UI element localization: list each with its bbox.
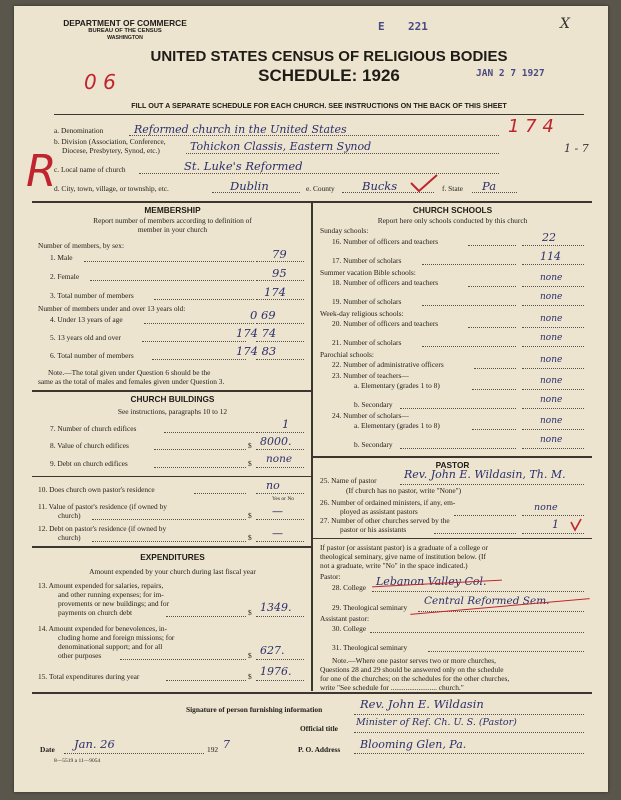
q18-value: none: [540, 273, 563, 283]
q5-label: 5. 13 years old and over: [50, 333, 122, 342]
q24b-label: b. Secondary: [354, 440, 393, 449]
q23-label: 23. Number of teachers—: [332, 371, 409, 380]
q11-label-1: 11. Value of pastor's residence (if owned by: [38, 502, 167, 511]
q19-value: none: [540, 292, 563, 302]
q23b-label: b. Secondary: [354, 400, 393, 409]
membership-note-1: Note.—The total given under Question 6 should be the: [48, 368, 211, 377]
q29-value: Central Reformed Sem.: [424, 595, 550, 607]
q15-label: 15. Total expenditures during year: [38, 672, 140, 681]
q13-line-2: and other running expenses; for im-: [58, 590, 164, 599]
expenditures-heading: EXPENDITURES: [140, 552, 205, 562]
instruction-line: FILL OUT A SEPARATE SCHEDULE FOR EACH CHURCH. SEE INSTRUCTIONS ON THE BACK OF THIS SHEET: [131, 101, 507, 110]
q9-label: 9. Debt on church edifices: [50, 459, 128, 468]
signature-value: Rev. John E. Wildasin: [360, 697, 484, 711]
q14-dollar: $: [248, 651, 252, 660]
q16-label: 16. Number of officers and teachers: [332, 237, 439, 246]
q13-dollar: $: [248, 608, 252, 617]
denomination-value: Reformed church in the United States: [134, 123, 347, 136]
pastor-note-2: Questions 28 and 29 should be answered only on the schedule: [320, 665, 504, 674]
q3-value: 174: [264, 285, 286, 299]
q2-label: 2. Female: [50, 272, 80, 281]
q16-value: 22: [542, 231, 556, 244]
q8-label: 8. Value of church edifices: [50, 441, 129, 450]
q5-value: 174 74: [236, 326, 277, 340]
q18-label: 18. Number of officers and teachers: [332, 278, 439, 287]
q15-value: 1976.: [260, 665, 292, 678]
po-address-value: Blooming Glen, Pa.: [360, 738, 467, 751]
buildings-sub: See instructions, paragraphs 10 to 12: [117, 407, 228, 416]
pastor-note-4: write "See schedule for ......................... church.": [320, 683, 464, 692]
q17-value: 114: [540, 250, 561, 263]
q13-line-1: 13. Amount expended for salaries, repairs,: [38, 581, 164, 590]
date-year-written: 7: [223, 738, 230, 751]
q24a-label: a. Elementary (grades 1 to 8): [354, 421, 440, 430]
q27-value: 1: [552, 518, 559, 531]
q13-line-4: payments on church debt: [58, 608, 133, 617]
division-value: Tohickon Classis, Eastern Synod: [190, 140, 372, 153]
q10-label: 10. Does church own pastor's residence: [38, 485, 155, 494]
q26-label-1: 26. Number of ordained ministers, if any, em-: [320, 498, 456, 507]
parochial-schools-label: Parochial schools:: [320, 350, 374, 359]
state-value: Pa: [482, 179, 497, 193]
city-label-field: d. City, town, village, or township, etc.: [54, 184, 169, 193]
q14-value: 627.: [260, 644, 285, 657]
q25-hint: (If church has no pastor, write "None"): [346, 486, 462, 495]
signature-label: Signature of person furnishing information: [186, 705, 323, 714]
pastor-note-3: for one of the churches; on the schedules for the other churches,: [320, 674, 510, 683]
q2-value: 95: [272, 266, 287, 280]
q24-label: 24. Number of scholars—: [332, 411, 409, 420]
q20-label: 20. Number of officers and teachers: [332, 319, 439, 328]
local-name-label: c. Local name of church: [54, 165, 126, 174]
q8-value: 8000.: [260, 435, 292, 448]
membership-sub-1: Report number of members according to definition of: [93, 216, 252, 225]
q11-label-2: church): [58, 511, 81, 520]
q14-line-1: 14. Amount expended for benevolences, in-: [38, 624, 168, 633]
sunday-schools-label: Sunday schools:: [320, 226, 369, 235]
form-schedule-title: SCHEDULE: 1926: [258, 66, 400, 85]
q17-label: 17. Number of scholars: [332, 256, 402, 265]
q4-label: 4. Under 13 years of age: [50, 315, 123, 324]
summer-schools-label: Summer vacation Bible schools:: [320, 268, 416, 277]
q13-line-3: provements or new buildings; and for: [58, 599, 170, 608]
local-name-value: St. Luke's Reformed: [184, 159, 303, 173]
assistant-pastor-subheading: Assistant pastor:: [320, 614, 370, 623]
division-code: 1 - 7: [564, 142, 589, 155]
q10-hint: Yes or No: [272, 496, 295, 502]
denomination-code: 1 7 4: [508, 116, 554, 137]
q25-label: 25. Name of pastor: [320, 476, 377, 485]
red-margin-mark: R: [26, 146, 57, 197]
college-note-1: If pastor (or assistant pastor) is a graduate of a college or: [320, 543, 489, 552]
q27-label-1: 27. Number of other churches served by the: [320, 516, 450, 525]
college-note-3: not a graduate, write "No" in the space indicated.): [320, 561, 468, 570]
q3-label: 3. Total number of members: [50, 291, 134, 300]
q20-value: none: [540, 314, 563, 324]
q8-dollar: $: [248, 441, 252, 450]
q31-label: 31. Theological seminary: [332, 643, 408, 652]
census-schedule-sheet: [14, 6, 608, 792]
city-label: WASHINGTON: [107, 35, 143, 41]
q27-label-2: pastor or his assistants: [340, 525, 407, 534]
q30-label: 30. College: [332, 624, 367, 633]
division-label-2: Diocese, Presbytery, Synod, etc.): [62, 146, 160, 155]
red-code-mark: 0 6: [84, 70, 116, 94]
q22-value: none: [540, 355, 563, 365]
pastor-note-1: Note.—Where one pastor serves two or more churches,: [332, 656, 496, 665]
denomination-label: a. Denomination: [54, 126, 104, 135]
q1-value: 79: [272, 247, 287, 261]
county-label: e. County: [306, 184, 335, 193]
q10-value: no: [266, 479, 280, 492]
q12-label-2: church): [58, 533, 81, 542]
expenditures-sub: Amount expended by your church during last fiscal year: [89, 567, 256, 576]
membership-note-2: same as the total of males and females given under Question 3.: [38, 377, 225, 386]
q21-label: 21. Number of scholars: [332, 338, 402, 347]
q26-label-2: ployed as assistant pastors: [340, 507, 418, 516]
membership-sub-2: member in your church: [137, 225, 208, 234]
official-title-label: Official title: [300, 724, 338, 733]
q15-dollar: $: [248, 672, 252, 681]
q7-value: 1: [282, 417, 290, 431]
under-over-label: Number of members under and over 13 years old:: [38, 304, 186, 313]
department-label: DEPARTMENT OF COMMERCE: [63, 18, 187, 28]
q23a-label: a. Elementary (grades 1 to 8): [354, 381, 440, 390]
q24a-value: none: [540, 416, 563, 426]
schools-heading: CHURCH SCHOOLS: [412, 205, 493, 215]
q23b-value: none: [540, 395, 563, 405]
q28-label: 28. College: [332, 583, 367, 592]
q9-dollar: $: [248, 459, 252, 468]
official-title-value: Minister of Ref. Ch. U. S. (Pastor): [356, 717, 517, 728]
date-year-printed: 192: [207, 745, 219, 754]
stamp-number: 221: [408, 20, 428, 33]
date-value: Jan. 26: [74, 737, 115, 751]
q19-label: 19. Number of scholars: [332, 297, 402, 306]
form-title: UNITED STATES CENSUS OF RELIGIOUS BODIES: [150, 48, 508, 65]
q14-line-2: cluding home and foreign missions; for: [58, 633, 175, 642]
q13-value: 1349.: [260, 601, 292, 614]
q24b-value: none: [540, 435, 563, 445]
q21-value: none: [540, 333, 563, 343]
q26-value: none: [534, 502, 558, 513]
bureau-label: BUREAU OF THE CENSUS: [88, 28, 162, 34]
q11-value: —: [272, 505, 283, 518]
po-address-label: P. O. Address: [298, 745, 341, 754]
q11-dollar: $: [248, 511, 252, 520]
q14-line-3: denominational support; and for all: [58, 642, 163, 651]
red-check-mark: [409, 174, 439, 194]
q6-label: 6. Total number of members: [50, 351, 134, 360]
buildings-heading: CHURCH BUILDINGS: [130, 394, 215, 404]
city-value: Dublin: [230, 179, 269, 193]
date-label: Date: [40, 745, 55, 754]
college-note-2: theological seminary, give name of institution below. (If: [320, 552, 486, 561]
q25-value: Rev. John E. Wildasin, Th. M.: [404, 468, 566, 481]
pastor-heading: PASTOR: [435, 460, 470, 470]
division-label-1: b. Division (Association, Conference,: [54, 137, 166, 146]
q28-value: Lebanon Valley Col.: [376, 575, 487, 588]
q23a-value: none: [540, 376, 563, 386]
weekday-schools-label: Week-day religious schools:: [320, 309, 404, 318]
q1-label: 1. Male: [50, 253, 73, 262]
pastor-subheading: Pastor:: [320, 572, 341, 581]
q22-label: 22. Number of administrative officers: [332, 360, 444, 369]
red-tick-mark: [570, 518, 582, 532]
q6-value: 174 83: [236, 344, 277, 358]
state-label: f. State: [442, 184, 463, 193]
q29-label: 29. Theological seminary: [332, 603, 408, 612]
q12-dollar: $: [248, 533, 252, 542]
q12-value: —: [272, 527, 283, 540]
form-code: 8—5519 a 11—9054: [54, 758, 101, 764]
q12-label-1: 12. Debt on pastor's residence (if owned by: [38, 524, 167, 533]
schools-sub: Report here only schools conducted by this church: [377, 216, 528, 225]
q14-line-4: other purposes: [58, 651, 102, 660]
q4-value: 0 69: [250, 308, 276, 322]
county-value: Bucks: [362, 179, 398, 193]
membership-heading: MEMBERSHIP: [144, 205, 201, 215]
received-date-stamp: JAN 2 7 1927: [476, 68, 545, 79]
stamp-letter: E: [378, 20, 385, 33]
corner-mark: X: [560, 16, 570, 32]
members-by-sex-label: Number of members, by sex:: [38, 241, 124, 250]
q9-value: none: [266, 453, 293, 465]
q7-label: 7. Number of church edifices: [50, 424, 137, 433]
